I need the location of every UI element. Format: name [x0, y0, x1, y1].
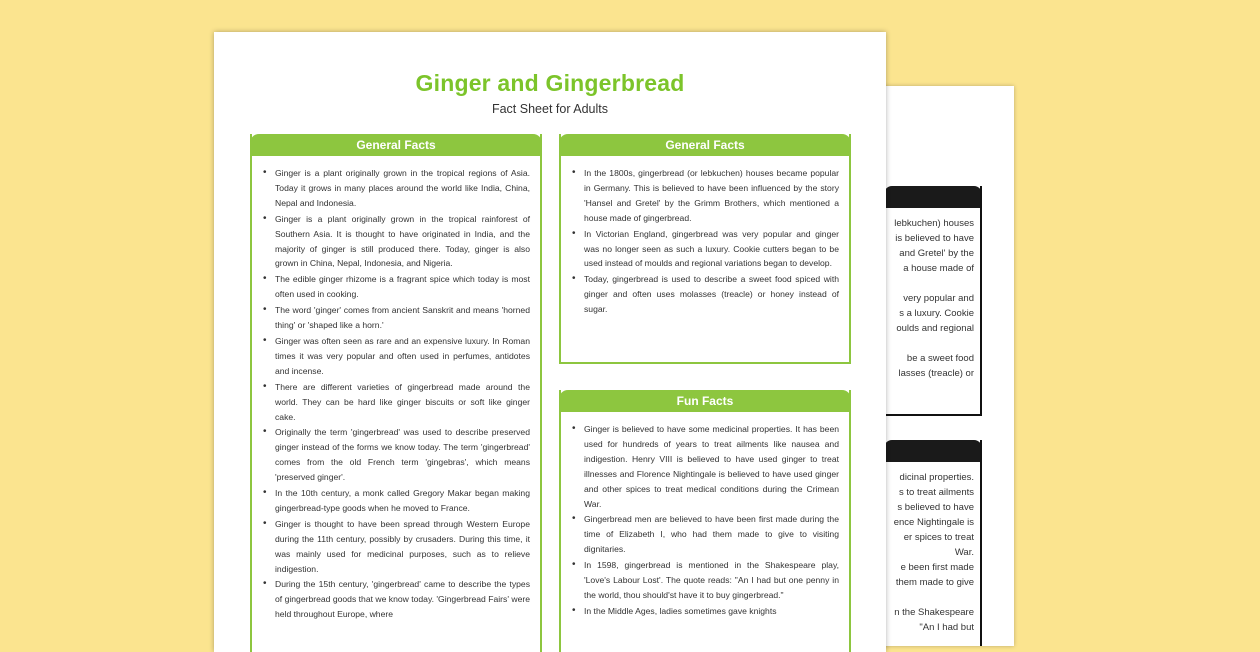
list-item: • Gingerbread men are believed to have been first made during the time of Elizabeth I, who had them made to give to visiting dignitaries.	[584, 512, 839, 557]
list-item: • In the 1800s, gingerbread (or lebkuchen) houses became popular in Germany. This is believed to have been influenced by the story 'Hansel and Gretel' by the Grimm Brothers, which mentioned a house made of gingerbread.	[584, 166, 839, 226]
general-facts-heading: General Facts	[559, 134, 851, 156]
page-subtitle: Fact Sheet for Adults	[491, 102, 609, 116]
list-item: • Ginger is a plant originally grown in the tropical regions of Asia. Today it grows in many places around the world like India, China, Nepal and Indonesia.	[275, 166, 530, 211]
back-text-line: be a sweet food	[906, 353, 974, 364]
back-fun-facts-box	[884, 440, 982, 646]
back-text-line: very popular and	[903, 293, 974, 304]
fun-facts-box	[559, 390, 851, 652]
list-item: • The edible ginger rhizome is a fragrant spice which today is most often used in cooking.	[275, 272, 530, 302]
back-text-line: them made to give	[895, 577, 974, 588]
back-box-header	[884, 186, 982, 208]
back-text-line: n the Shakespeare	[894, 607, 974, 618]
back-text-line: War.	[954, 547, 974, 558]
back-text-line: "An I had but	[919, 622, 974, 633]
back-text-line	[886, 276, 974, 291]
general-facts-list	[252, 166, 540, 622]
back-text-line: lebkuchen) houses	[894, 218, 974, 229]
list-item: • Originally the term 'gingerbread' was used to describe preserved ginger instead of the forms we know today. The term 'gingerbread' comes from the old French term 'gingebras', which means 'preserved ginger'.	[275, 425, 530, 485]
back-text-line: s believed to have	[897, 502, 974, 513]
back-text-line: dicinal properties.	[899, 472, 974, 483]
general-facts-list	[561, 166, 849, 317]
general-facts-box-2	[559, 134, 851, 364]
list-item: • The word 'ginger' comes from ancient Sanskrit and means 'horned thing' or 'shaped like a horn.'	[275, 303, 530, 333]
back-text-line: lasses (treacle) or	[898, 368, 974, 379]
list-item: • During the 15th century, 'gingerbread' came to describe the types of gingerbread goods that we know today. 'Gingerbread Fairs' were held throughout Europe, where	[275, 577, 530, 622]
back-page	[870, 86, 1014, 646]
back-text-line: and Gretel' by the	[899, 248, 974, 259]
back-text-line: is believed to have	[895, 233, 974, 244]
list-item: • Ginger was often seen as rare and an expensive luxury. In Roman times it was very popular and often used in perfumes, antidotes and incense.	[275, 334, 530, 379]
fun-facts-heading: Fun Facts	[559, 390, 851, 412]
list-item: • There are different varieties of gingerbread made around the world. They can be hard like ginger biscuits or soft like ginger cake.	[275, 380, 530, 425]
back-text-line: er spices to treat	[903, 532, 974, 543]
back-text-line	[886, 336, 974, 351]
list-item: • In 1598, gingerbread is mentioned in the Shakespeare play, 'Love's Labour Lost'. The quote reads: "An I had but one penny in the world, thou should'st have it to buy gingerbread."	[584, 558, 839, 603]
back-text-line	[886, 590, 974, 605]
back-text-line: s a luxury. Cookie	[899, 308, 974, 319]
general-facts-box-1	[250, 134, 542, 652]
general-facts-heading: General Facts	[250, 134, 542, 156]
list-item: • Today, gingerbread is used to describe a sweet food spiced with ginger and often uses molasses (treacle) or honey instead of sugar.	[584, 272, 839, 317]
back-text-line: oulds and regional	[896, 323, 974, 334]
back-box-header	[884, 440, 982, 462]
back-text-line: e been first made	[900, 562, 974, 573]
back-text-line: ence Nightingale is	[893, 517, 974, 528]
list-item: • Ginger is thought to have been spread through Western Europe during the 11th century, possibly by crusaders. During this time, it was mainly used for medicinal purposes, such as to relieve indigestion.	[275, 517, 530, 577]
fun-facts-list	[561, 422, 849, 619]
list-item: • In the 10th century, a monk called Gregory Makar began making gingerbread-type goods when he moved to France.	[275, 486, 530, 516]
back-box-text	[886, 470, 974, 635]
back-general-facts-box	[884, 186, 982, 416]
page-title: Ginger and Gingerbread	[415, 70, 685, 96]
list-item: • Ginger is believed to have some medicinal properties. It has been used for hundreds of years to treat ailments like nausea and indigestion. Henry VIII is believed to have used ginger to treat illnesses and Florence Nightingale is believed to have used ginger and other spices to treat medical conditions during the Crimean War.	[584, 422, 839, 511]
list-item: • In the Middle Ages, ladies sometimes gave knights	[584, 604, 839, 619]
back-text-line: a house made of	[903, 263, 974, 274]
back-box-text	[886, 216, 974, 381]
list-item: • Ginger is a plant originally grown in the tropical rainforest of Southern Asia. It is thought to have originated in India, and the majority of ginger is still produced there. Today, ginger is also grown in China, Nepal, Indonesia, and Nigeria.	[275, 212, 530, 272]
list-item: • In Victorian England, gingerbread was very popular and ginger was no longer seen as such a luxury. Cookie cutters began to be used instead of moulds and regional variations began to develop.	[584, 227, 839, 272]
fact-sheet-page	[214, 32, 886, 652]
back-text-line: s to treat ailments	[899, 487, 974, 498]
